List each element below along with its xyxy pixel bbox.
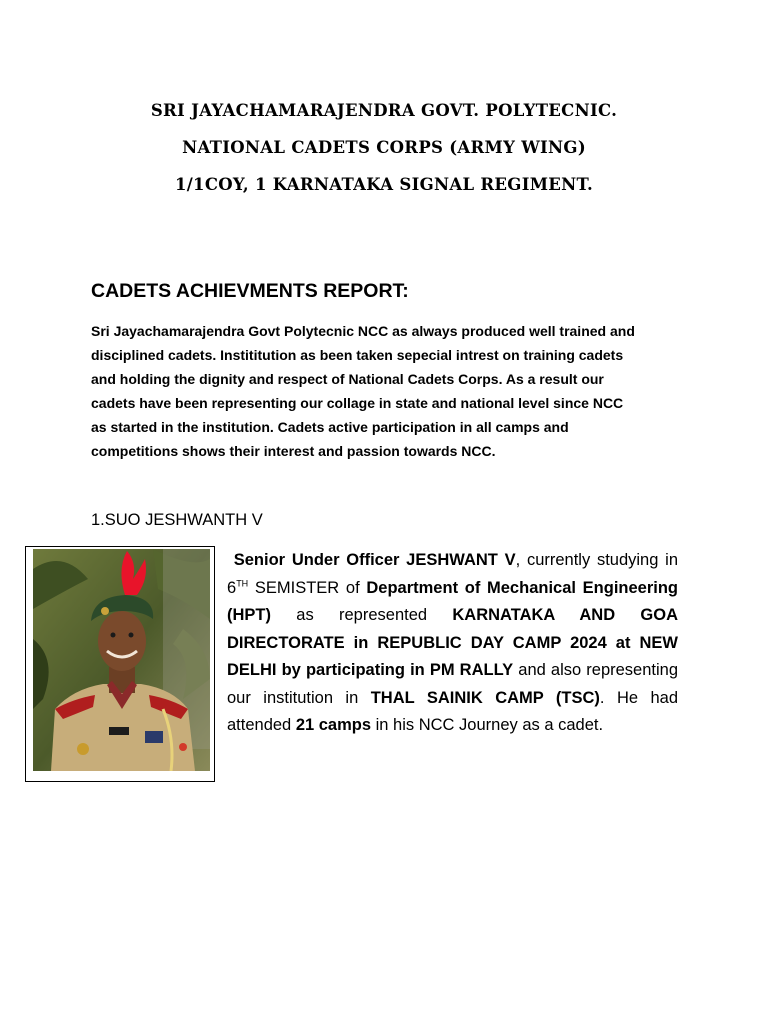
document-header [0, 92, 768, 203]
intro-line: as started in the institution. Cadets active participation in all camps and [91, 419, 569, 435]
cadet-heading: 1.SUO JESHWANTH V [91, 511, 263, 529]
bio-camp-count: 21 camps [295, 716, 372, 734]
bio-camp: THAL SAINIK CAMP (TSC) [370, 688, 600, 707]
bio-text: . He had attended [227, 688, 679, 734]
cadet-bio-paragraph [227, 547, 678, 740]
header-line-regiment: 1/1COY, 1 KARNATAKA SIGNAL REGIMENT. [174, 175, 594, 194]
intro-line: competitions shows their interest and passion towards NCC. [91, 443, 496, 459]
bio-text: and also representing our institution in [227, 661, 679, 707]
cadet-rank-name: Senior Under Officer JESHWANT V [233, 551, 516, 569]
header-line-institution: SRI JAYACHAMARAJENDRA GOVT. POLYTECNIC. [150, 101, 618, 120]
intro-line: Sri Jayachamarajendra Govt Polytecnic NCC as always produced well trained and [91, 323, 635, 339]
intro-line: and holding the dignity and respect of National Cadets Corps. As a result our [91, 371, 604, 387]
intro-line: disciplined cadets. Instititution as been taken sepecial intrest on training cadets [91, 347, 624, 363]
bio-achievement: KARNATAKA AND GOA DIRECTORATE in REPUBLIC DAY CAMP 2024 at NEW DELHI by participating in PM RALLY [227, 606, 678, 679]
bio-text: as represented [271, 606, 453, 624]
cadet-photo-frame [25, 546, 215, 782]
bio-text: , currently studying in 6 [227, 551, 678, 597]
bio-text: in his NCC Journey as a cadet. [371, 716, 604, 734]
bio-superscript: TH [236, 578, 249, 588]
bio-department: Department of Mechanical Engineering (HPT) [227, 578, 679, 624]
cadet-portrait-illustration [33, 549, 210, 771]
cadet-photo [33, 549, 210, 771]
report-title: CADETS ACHIEVMENTS REPORT: [91, 280, 409, 302]
bio-text: SEMISTER of [248, 578, 367, 597]
intro-line: cadets have been representing our collage in state and national level since NCC [91, 395, 624, 411]
report-intro-paragraph [91, 319, 691, 463]
header-line-ncc-wing: NATIONAL CADETS CORPS (ARMY WING) [182, 138, 586, 157]
